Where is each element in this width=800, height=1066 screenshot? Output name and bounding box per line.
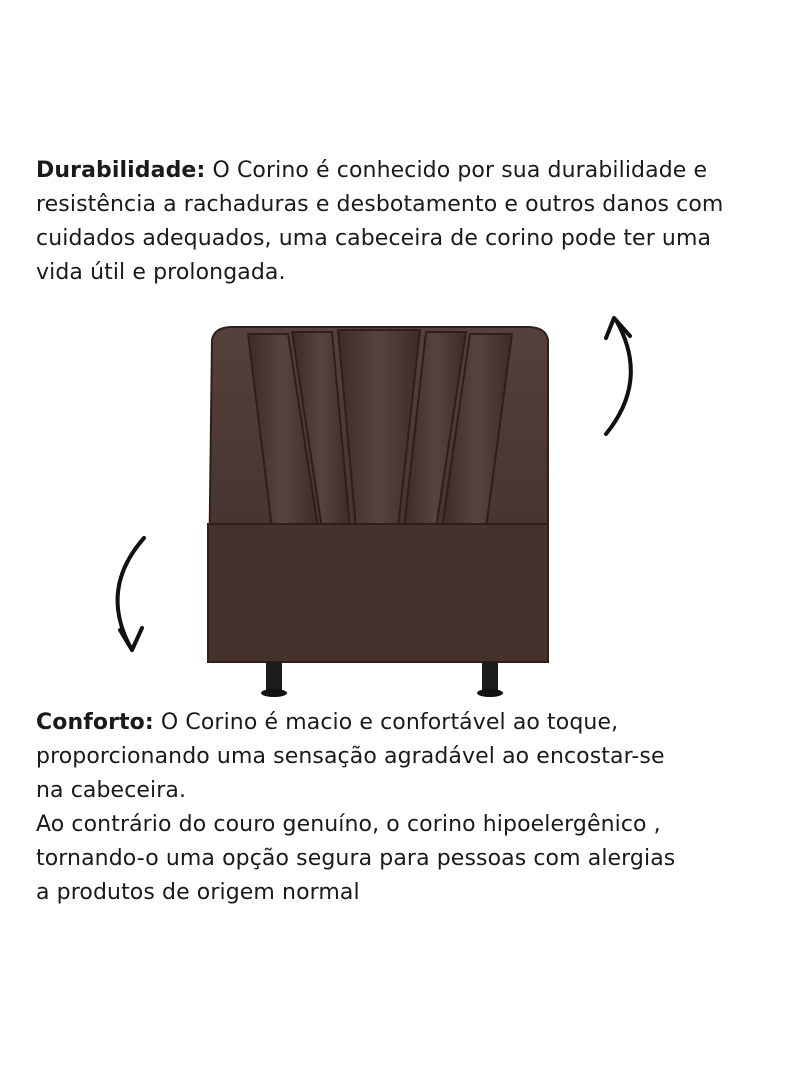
comfort-line-2: proporcionando uma sensação agradável ao encostar-se: [36, 744, 665, 769]
durability-line-3: cuidados adequados, uma cabeceira de corino pode ter uma: [36, 226, 712, 251]
leg-right-foot: [477, 689, 503, 697]
durability-line-1: [36, 154, 723, 188]
durability-paragraph: [36, 154, 723, 290]
comfort-paragraph: [36, 706, 675, 910]
comfort-line-4: Ao contrário do couro genuíno, o corino hipoelergênico ,: [36, 812, 661, 837]
curved-arrow-down-icon: [118, 538, 144, 650]
headboard-figure: [0, 300, 800, 710]
durability-text-1: O Corino é conhecido por sua durabilidade e: [205, 158, 708, 183]
curved-arrow-up-icon: [606, 318, 631, 434]
durability-line-4: vida útil e prolongada.: [36, 260, 286, 285]
durability-line-2: resistência a rachaduras e desbotamento e outros danos com: [36, 192, 724, 217]
leg-right: [482, 662, 498, 692]
comfort-heading: Conforto:: [36, 710, 154, 735]
headboard-illustration: [0, 300, 800, 710]
comfort-line-6: a produtos de origem normal: [36, 880, 360, 905]
comfort-line-3: na cabeceira.: [36, 778, 187, 803]
headboard: [208, 327, 548, 697]
durability-heading: Durabilidade:: [36, 158, 206, 183]
comfort-line-5: tornando-o uma opção segura para pessoas com alergias: [36, 846, 676, 871]
leg-left-foot: [261, 689, 287, 697]
headboard-base: [208, 524, 548, 662]
leg-left: [266, 662, 282, 692]
comfort-text-1: O Corino é macio e confortável ao toque,: [153, 710, 619, 735]
comfort-line-1: [36, 706, 675, 740]
